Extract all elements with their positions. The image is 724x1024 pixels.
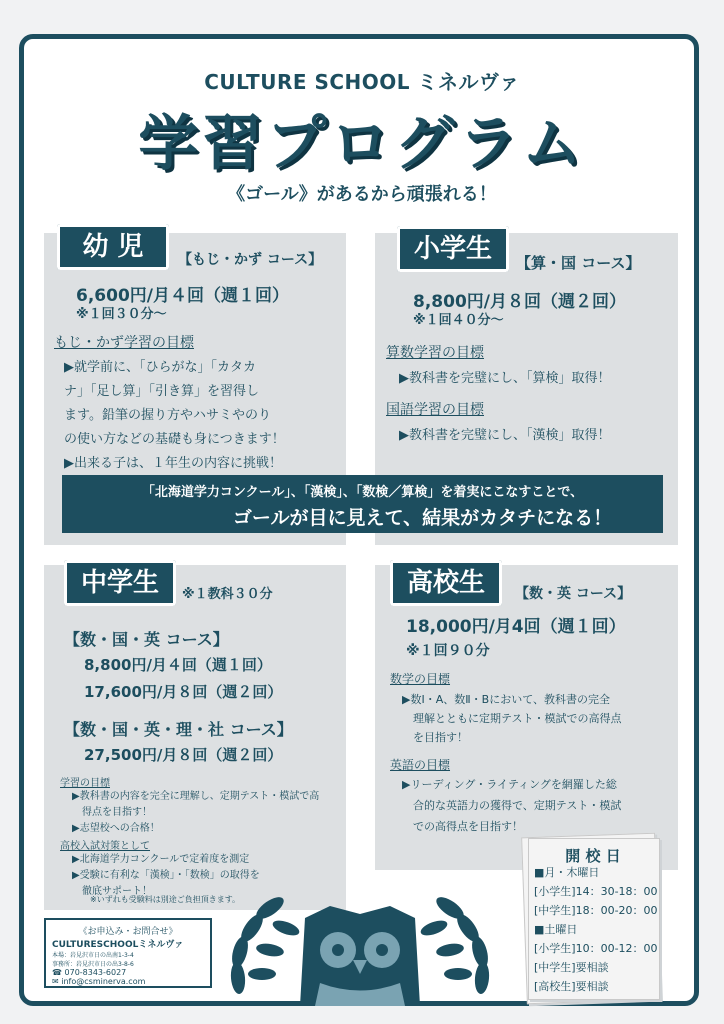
contact-title: 《お申込み・お問合せ》 bbox=[78, 927, 178, 937]
text-line: ▶リーディング・ライティングを網羅した総 bbox=[402, 778, 617, 791]
youji-tab: 幼 児 bbox=[57, 224, 169, 270]
shougaku-price: 8,800円/月８回（週２回） bbox=[413, 292, 626, 312]
contact-name: CULTURESCHOOLミネルヴァ bbox=[52, 940, 184, 950]
text-line: の使い方などの基礎も身につきます！ bbox=[64, 432, 285, 447]
page-title: 学習プログラム bbox=[138, 109, 586, 179]
math-goal-head: 算数学習の目標 bbox=[386, 345, 484, 361]
text-line: での高得点を目指す！ bbox=[413, 820, 523, 833]
chuugaku-goal-text bbox=[72, 789, 344, 837]
tagline: 《ゴール》があるから頑張れる！ bbox=[227, 184, 497, 205]
text-line: ます。鉛筆の握り方やハサミやのり bbox=[64, 408, 271, 423]
contact-tel[interactable]: ☎ 070-8343-6027 bbox=[52, 968, 127, 977]
chuugaku-price-1a: 8,800円/月４回（週１回） bbox=[84, 656, 272, 674]
chuugaku-note: ※１教科３０分 bbox=[182, 587, 273, 602]
schedule-line: ■土曜日 bbox=[534, 923, 578, 936]
youji-price: 6,600円/月４回（週１回） bbox=[76, 286, 289, 306]
youji-note: ※１回３０分～ bbox=[76, 307, 167, 322]
contact-mail[interactable]: ✉ info@csminerva.com bbox=[52, 977, 146, 986]
schedule-line: [中学生]要相談 bbox=[534, 961, 609, 974]
laurel-left-icon bbox=[229, 893, 301, 994]
text-line: 合的な英語力の獲得で、定期テスト・模試 bbox=[413, 799, 622, 812]
koukou-tab: 高校生 bbox=[390, 560, 502, 606]
chuugaku-price-1b: 17,600円/月８回（週２回） bbox=[84, 683, 283, 701]
schedule-line: [高校生]要相談 bbox=[534, 980, 609, 993]
chuugaku-price-2: 27,500円/月８回（週２回） bbox=[84, 746, 283, 764]
schedule-line: ■月・木曜日 bbox=[534, 866, 600, 879]
text-line: ▶数Ⅰ・A、数Ⅱ・Bにおいて、教科書の完全 bbox=[402, 693, 610, 706]
banner-line-1: 「北海道学力コンクール」、「漢検」、「数検／算検」を着実にこなすことで、 bbox=[141, 485, 584, 500]
koukou-price: 18,000円/月4回（週１回） bbox=[406, 617, 626, 637]
schedule-title: 開 校 日 bbox=[565, 847, 621, 865]
text-line: を目指す！ bbox=[413, 731, 468, 744]
koukou-eng-head: 英語の目標 bbox=[390, 758, 451, 772]
contact-addr-2: 事務所：岩見沢市日の出3-8-6 bbox=[52, 961, 134, 968]
chuugaku-course-1: 【数・国・英 コース】 bbox=[64, 630, 229, 649]
text-line: ▶就学前に、「ひらがな」「カタカ bbox=[64, 360, 256, 375]
text-line: ▶志望校への合格！ bbox=[72, 823, 160, 834]
text-line: ▶教科書の内容を完全に理解し、定期テスト・模試で高 bbox=[72, 791, 320, 802]
school-name: CULTURE SCHOOL ミネルヴァ bbox=[204, 70, 520, 94]
chuugaku-goal-head: 学習の目標 bbox=[60, 778, 110, 789]
text-line: 徹底サポート！ bbox=[82, 886, 152, 897]
schedule-line: [小学生]10：00-12：00 bbox=[534, 942, 658, 955]
jp-goal-head: 国語学習の目標 bbox=[386, 402, 484, 418]
youji-course: 【もじ・かず コース】 bbox=[178, 252, 323, 268]
chuugaku-course-2: 【数・国・英・理・社 コース】 bbox=[64, 720, 293, 739]
text-line: ▶受験に有利な「漢検」・「数検」の取得を bbox=[72, 870, 260, 881]
schedule-line: [中学生]18：00-20：00 bbox=[534, 904, 658, 917]
exam-head: 高校入試対策として bbox=[60, 841, 150, 852]
laurel-right-icon bbox=[419, 893, 491, 994]
schedule-list bbox=[534, 863, 658, 996]
koukou-eng-text bbox=[402, 774, 672, 837]
koukou-course: 【数・英 コース】 bbox=[515, 586, 632, 602]
shougaku-note: ※１回４０分～ bbox=[413, 313, 504, 328]
banner-line-2: ゴールが目に見えて、結果がカタチになる！ bbox=[232, 507, 613, 529]
youji-goal-head: もじ・かず学習の目標 bbox=[54, 335, 194, 351]
text-line: ▶出来る子は、１年生の内容に挑戦！ bbox=[64, 456, 282, 471]
text-line: ナ」「足し算」「引き算」を習得し bbox=[64, 384, 260, 399]
goal-banner bbox=[62, 475, 663, 533]
owl-mascot-illustration bbox=[210, 888, 510, 1006]
koukou-math-text bbox=[402, 690, 672, 747]
koukou-math-head: 数学の目標 bbox=[390, 672, 451, 686]
text-line: 理解とともに定期テスト・模試での高得点 bbox=[413, 712, 622, 725]
chuugaku-tab: 中学生 bbox=[64, 560, 176, 606]
fee-note: ※いずれも受験料は別途ご負担頂きます。 bbox=[90, 895, 241, 904]
shougaku-tab: 小学生 bbox=[397, 226, 509, 272]
schedule-line: [小学生]14：30-18：00 bbox=[534, 885, 658, 898]
jp-goal-text: ▶教科書を完璧にし、「漢検」取得！ bbox=[399, 428, 611, 443]
shougaku-course: 【算・国 コース】 bbox=[516, 254, 641, 272]
koukou-note: ※１回９０分 bbox=[406, 643, 490, 659]
math-goal-text: ▶教科書を完璧にし、「算検」取得！ bbox=[399, 371, 611, 386]
text-line: ▶北海道学力コンクールで定着度を測定 bbox=[72, 854, 250, 865]
contact-addr-1: 本場：岩見沢市日の出南1-3-4 bbox=[52, 952, 134, 959]
text-line: 得点を目指す！ bbox=[82, 807, 152, 818]
contact-box bbox=[44, 918, 212, 988]
youji-goal-text bbox=[64, 356, 340, 476]
